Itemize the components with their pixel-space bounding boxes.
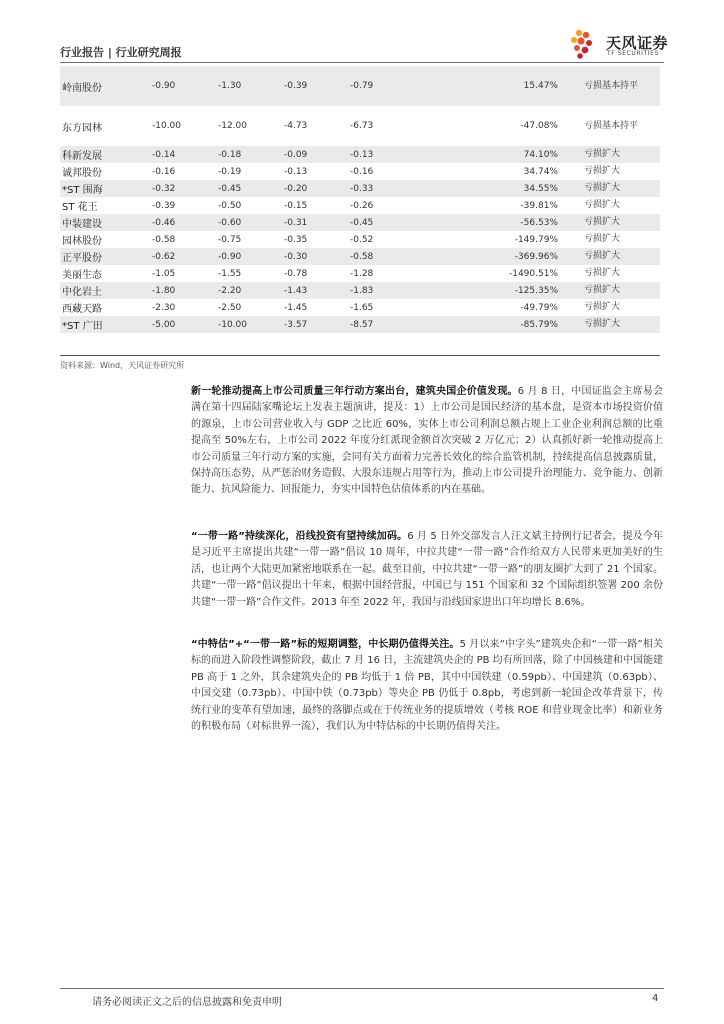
company-name-cell: 中化岩土 xyxy=(60,282,142,299)
value-cell: -0.78 xyxy=(284,268,308,279)
yoy-change-cell: -56.53% xyxy=(452,214,578,231)
table-row xyxy=(60,248,660,265)
value-cell: -0.45 xyxy=(208,180,274,197)
table-row xyxy=(60,180,660,197)
value-cell: -1.83 xyxy=(340,282,452,299)
value-cell: -0.18 xyxy=(208,146,274,163)
value-cell: -8.57 xyxy=(340,316,452,333)
value-cell: -4.73 xyxy=(284,121,308,131)
value-cell: -0.13 xyxy=(284,166,308,177)
value-cell: -1.28 xyxy=(350,268,374,279)
value-cell: -0.16 xyxy=(350,166,374,177)
value-cell: -0.20 xyxy=(274,180,340,197)
value-cell: -1.65 xyxy=(350,302,374,313)
value-cell: -2.20 xyxy=(208,282,274,299)
company-name-cell: 美丽生态 xyxy=(62,270,102,281)
yoy-change-cell: -125.35% xyxy=(452,282,578,299)
value-cell: -0.58 xyxy=(340,248,452,265)
value-cell: -1.55 xyxy=(218,268,242,279)
value-cell: -0.45 xyxy=(340,214,452,231)
yoy-change-cell: -369.96% xyxy=(452,248,578,265)
status-cell: 亏损扩大 xyxy=(578,146,660,163)
yoy-change-cell: -39.81% xyxy=(520,200,558,211)
yoy-change-cell: -149.79% xyxy=(514,234,558,245)
value-cell: -6.73 xyxy=(350,121,374,131)
value-cell: -1.05 xyxy=(152,268,176,279)
yoy-change-cell: 34.74% xyxy=(523,166,558,177)
footer-disclaimer: 请务必阅读正文之后的信息披露和免责申明 xyxy=(92,997,282,1008)
yoy-change-cell: 74.10% xyxy=(452,146,578,163)
value-cell: -0.13 xyxy=(340,146,452,163)
company-name-cell: 诚邦股份 xyxy=(62,168,102,179)
status-cell: 亏损扩大 xyxy=(578,180,660,197)
value-cell: -10.00 xyxy=(208,316,274,333)
value-cell: -1.45 xyxy=(284,302,308,313)
value-cell: -0.90 xyxy=(142,66,208,106)
yoy-change-cell: -49.79% xyxy=(520,302,558,313)
value-cell: -1.43 xyxy=(274,282,340,299)
yoy-change-cell: 34.55% xyxy=(452,180,578,197)
status-cell: 亏损扩大 xyxy=(584,166,621,176)
logo-text-cn: 天风证券 xyxy=(606,34,669,52)
value-cell: -0.16 xyxy=(152,166,176,177)
status-cell: 亏损扩大 xyxy=(578,282,660,299)
paragraph-body: 6 月 8 日，中国证监会主席易会满在第十四届陆家嘴论坛上发表主题演讲，提及：1）上市公司是国民经济的基本盘，是资本市场投资价值的源泉，上市公司营业收入与 GDP 之比近 60%，实体上市公司利润总额占规上工业企业利润总额的比重提高至 50%左右，上市公司 2022 年度分红派现金额首次突破 2 万亿元；2）认真抓好新一轮推动提高上市公司质量三年行动方案的实施，会同有关方面着力完善长效化的综合监管机制，持续提高信息披露质量，保持高压态势，从严惩治财务造假、大股东违规占用等行为，推动上市公司提升治理能力、竞争能力、创新能力、抗风险能力、回报能力，夯实中国特色估值体系的内在基础。 xyxy=(191,386,664,496)
status-cell: 亏损扩大 xyxy=(584,234,621,244)
value-cell: -0.19 xyxy=(218,166,242,177)
value-cell: -2.50 xyxy=(218,302,242,313)
status-cell: 亏损基本持平 xyxy=(584,120,639,131)
value-cell: -0.09 xyxy=(274,146,340,163)
value-cell: -0.90 xyxy=(208,248,274,265)
value-cell: -0.39 xyxy=(274,66,340,106)
yoy-change-cell: -1490.51% xyxy=(508,268,558,279)
paragraph-lead: 新一轮推动提高上市公司质量三年行动方案出台，建筑央国企价值发现。 xyxy=(191,386,518,397)
value-cell: -0.14 xyxy=(142,146,208,163)
value-cell: -0.33 xyxy=(340,180,452,197)
table-row xyxy=(60,282,660,299)
table-row xyxy=(60,231,660,248)
value-cell: -0.62 xyxy=(142,248,208,265)
paragraph-valuation xyxy=(191,637,663,735)
value-cell: -0.46 xyxy=(142,214,208,231)
table-row xyxy=(60,146,660,163)
value-cell: -5.00 xyxy=(142,316,208,333)
value-cell: -0.60 xyxy=(208,214,274,231)
yoy-change-cell: -47.08% xyxy=(520,121,558,131)
status-cell: 亏损扩大 xyxy=(578,214,660,231)
footer-divider xyxy=(60,988,664,989)
table-bottom-rule xyxy=(60,355,660,356)
status-cell: 亏损扩大 xyxy=(578,248,660,265)
status-cell: 亏损扩大 xyxy=(584,302,621,312)
tf-logo-icon xyxy=(568,28,602,60)
paragraph-body: 5 月以来“中字头”建筑央企和“一带一路”相关标的而进入阶段性调整阶段，截止 7 月 16 日，主流建筑央企的 PB 均有所回落，除了中国核建和中国能建 PB 高于 1 之外，其余建筑央企的 PB 均低于 1 倍 PB，其中中国铁建（0.59pb）、中国建筑（0.63pb）、中国交建（0.73pb）、中国中铁（0.73pb）等央企 PB 仍低于 0.8pb，考虑到新一轮国企改革背景下，传统行业的变革有望加速，最终的落脚点或在于传统业务的提质增效（考核 ROE 和营业现金比率）和新业务的积极布局（对标世界一流），我们认为中特估标的中长期仍值得关注。 xyxy=(191,639,663,733)
company-name-cell: 东方园林 xyxy=(62,122,102,134)
table-source-note: 资料来源：Wind，天风证券研究所 xyxy=(60,361,185,370)
value-cell: -0.32 xyxy=(142,180,208,197)
company-name-cell: *ST 围海 xyxy=(60,180,142,197)
page-number: 4 xyxy=(652,993,659,1004)
table-row xyxy=(60,316,660,333)
logo-text-en: TF SECURITIES xyxy=(607,50,659,57)
value-cell: -0.52 xyxy=(350,234,374,245)
paragraph-body: 6 月 5 日外交部发言人汪文斌主持例行记者会，提及今年是习近平主席提出共建“一带一路”倡议 10 周年，中拉共建“一带一路”合作给双方人民带来更加美好的生活，也让两个大陆更加紧密地联系在一起。截至目前，中拉共建“一带一路”的朋友圈扩大到了 21 个国家。共建“一带一路”倡议提出十年来，根据中国经营报，中国已与 151 个国家和 32 个国际组织签署 200 余份共建“一带一路”合作文件。2013 年至 2022 年，我国与沿线国家进出口年均增长 8.6%。 xyxy=(191,531,663,608)
value-cell: -1.30 xyxy=(208,66,274,106)
value-cell: -1.80 xyxy=(142,282,208,299)
value-cell: -0.31 xyxy=(274,214,340,231)
table-row xyxy=(60,299,660,316)
value-cell: -0.58 xyxy=(152,234,176,245)
paragraph-lead: “一带一路”持续深化，沿线投资有望持续加码。 xyxy=(191,531,408,542)
company-name-cell: ST 花王 xyxy=(62,202,98,213)
company-name-cell: 中装建设 xyxy=(60,214,142,231)
company-name-cell: 岭南股份 xyxy=(60,66,142,106)
report-category: 行业报告 | 行业研究周报 xyxy=(60,46,182,59)
value-cell: -0.39 xyxy=(152,200,176,211)
loss-forecast-table xyxy=(60,66,660,333)
value-cell: -2.30 xyxy=(152,302,176,313)
paragraph-belt-road xyxy=(191,529,663,611)
table-row xyxy=(60,163,660,180)
table-row xyxy=(60,265,660,282)
value-cell: -0.35 xyxy=(284,234,308,245)
value-cell: -0.50 xyxy=(218,200,242,211)
table-row xyxy=(60,214,660,231)
value-cell: -0.75 xyxy=(218,234,242,245)
status-cell: 亏损扩大 xyxy=(584,200,621,210)
table-row xyxy=(60,106,660,146)
status-cell: 亏损扩大 xyxy=(578,316,660,333)
value-cell: -0.26 xyxy=(350,200,374,211)
company-name-cell: 正平股份 xyxy=(60,248,142,265)
yoy-change-cell: -85.79% xyxy=(452,316,578,333)
table-row xyxy=(60,197,660,214)
value-cell: -12.00 xyxy=(218,121,248,131)
paragraph-sec-policy xyxy=(191,384,663,499)
company-name-cell: 科新发展 xyxy=(60,146,142,163)
paragraph-lead: “中特估”+“一带一路”标的短期调整，中长期仍值得关注。 xyxy=(191,639,460,650)
status-cell: 亏损扩大 xyxy=(584,268,621,278)
value-cell: -10.00 xyxy=(152,121,182,131)
yoy-change-cell: 15.47% xyxy=(452,66,578,106)
status-cell: 亏损基本持平 xyxy=(578,66,660,106)
header-divider xyxy=(60,62,664,63)
value-cell: -0.79 xyxy=(340,66,452,106)
value-cell: -3.57 xyxy=(274,316,340,333)
tf-securities-logo xyxy=(568,28,668,60)
company-name-cell: *ST 广田 xyxy=(60,316,142,333)
value-cell: -0.15 xyxy=(284,200,308,211)
table-row xyxy=(60,66,660,106)
company-name-cell: 园林股份 xyxy=(62,236,102,247)
value-cell: -0.30 xyxy=(274,248,340,265)
company-name-cell: 西藏天路 xyxy=(62,304,102,315)
